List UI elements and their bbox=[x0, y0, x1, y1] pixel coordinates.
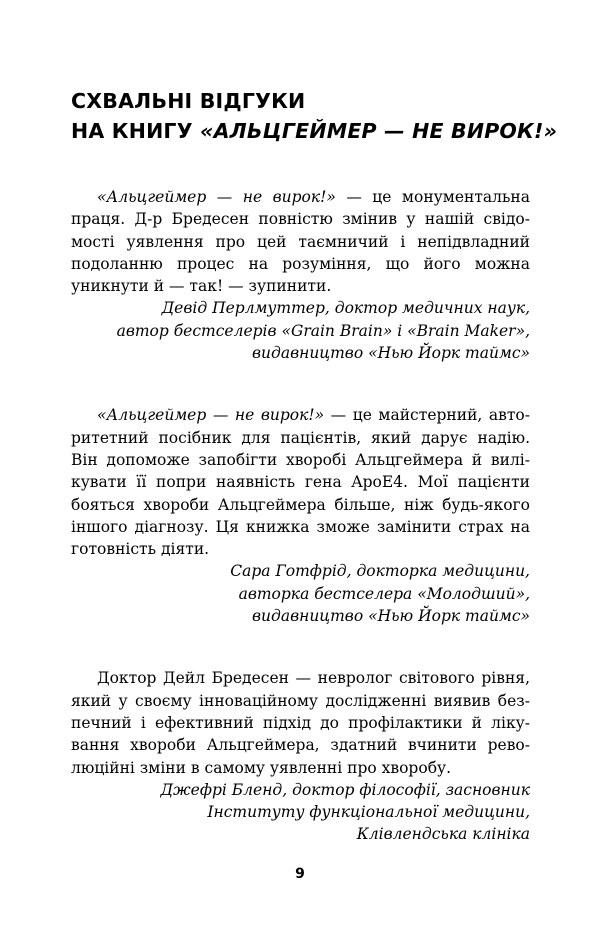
page-number: 9 bbox=[295, 866, 305, 882]
quote-line: Він допоможе запобігти хворобі Альцгеймера й вилі- bbox=[71, 450, 530, 469]
review-quote bbox=[71, 667, 530, 778]
attribution-line: авторка бестселера «Молодший», bbox=[238, 584, 530, 603]
attribution-line: Джефрі Бленд, доктор філософії, засновник bbox=[160, 780, 530, 799]
heading-prefix: НА КНИГУ bbox=[71, 119, 201, 143]
quote-line: мості уявлення про цей таємничий і непідвладний bbox=[71, 232, 530, 251]
page-heading bbox=[71, 86, 558, 146]
attribution-line: Девід Перлмуттер, доктор медичних наук, bbox=[161, 299, 530, 318]
quote-line bbox=[71, 186, 530, 208]
quote-line-text: — це монументальна bbox=[335, 188, 531, 206]
quote-line: подоланню процес на розуміння, що його можна bbox=[71, 254, 530, 273]
review-quote bbox=[71, 186, 530, 297]
quote-book-title: «Альцгеймер — не вирок!» bbox=[97, 188, 336, 206]
review-attribution bbox=[71, 779, 530, 846]
attribution-line: видавництво «Нью Йорк таймс» bbox=[252, 607, 530, 626]
quote-line: іншого діагнозу. Ця книжка зможе замінити страх на bbox=[71, 517, 530, 536]
quote-line: ритетний посібник для пацієнтів, який дарує надію. bbox=[71, 428, 530, 447]
attribution-line: Сара Готфрід, докторка медицини, bbox=[230, 562, 530, 581]
heading-line-2 bbox=[71, 116, 558, 146]
review-2 bbox=[71, 404, 530, 627]
quote-book-title: «Альцгеймер — не вирок!» bbox=[97, 406, 325, 425]
quote-line-text: — це майстерний, авто- bbox=[324, 406, 531, 425]
review-3 bbox=[71, 667, 530, 845]
heading-line-1: СХВАЛЬНІ ВІДГУКИ bbox=[71, 89, 306, 113]
attribution-line: Клівлендська клініка bbox=[356, 825, 530, 844]
review-attribution bbox=[71, 297, 530, 364]
quote-line: вання хвороби Альцгеймера, здатний вчинити рево- bbox=[71, 736, 530, 755]
quote-line: печний і ефективний підхід до профілактики й ліку- bbox=[71, 713, 530, 732]
review-1 bbox=[71, 186, 530, 364]
attribution-line: Інституту функціональної медицини, bbox=[207, 803, 530, 822]
quote-line: Доктор Дейл Бредесен — невролог світового рівня, bbox=[97, 669, 530, 688]
attribution-line: видавництво «Нью Йорк таймс» bbox=[252, 344, 530, 363]
quote-line: готовність діяти. bbox=[71, 540, 210, 559]
quote-line: праця. Д-р Бредесен повністю змінив у нашій свідо- bbox=[71, 210, 530, 229]
quote-line: бояться хвороби Альцгеймера більше, ніж будь-якого bbox=[71, 495, 530, 514]
review-attribution bbox=[71, 560, 530, 627]
quote-line: кувати її попри наявність гена ApoE4. Мої пацієнти bbox=[71, 473, 530, 492]
page-content bbox=[71, 86, 558, 886]
attribution-line: автор бестселерів «Grain Brain» і «Brain Maker», bbox=[116, 321, 530, 340]
quote-line: люційні зміни в самому уявленні про хворобу. bbox=[71, 758, 452, 777]
quote-line: який у своєму інноваційному дослідженні виявив без- bbox=[71, 691, 530, 710]
quote-line: уникнути й — так! — зупинити. bbox=[71, 277, 332, 296]
quote-line bbox=[71, 404, 530, 426]
heading-book-title: «АЛЬЦГЕЙМЕР — НЕ ВИРОК!» bbox=[200, 119, 558, 143]
review-quote bbox=[71, 404, 530, 560]
